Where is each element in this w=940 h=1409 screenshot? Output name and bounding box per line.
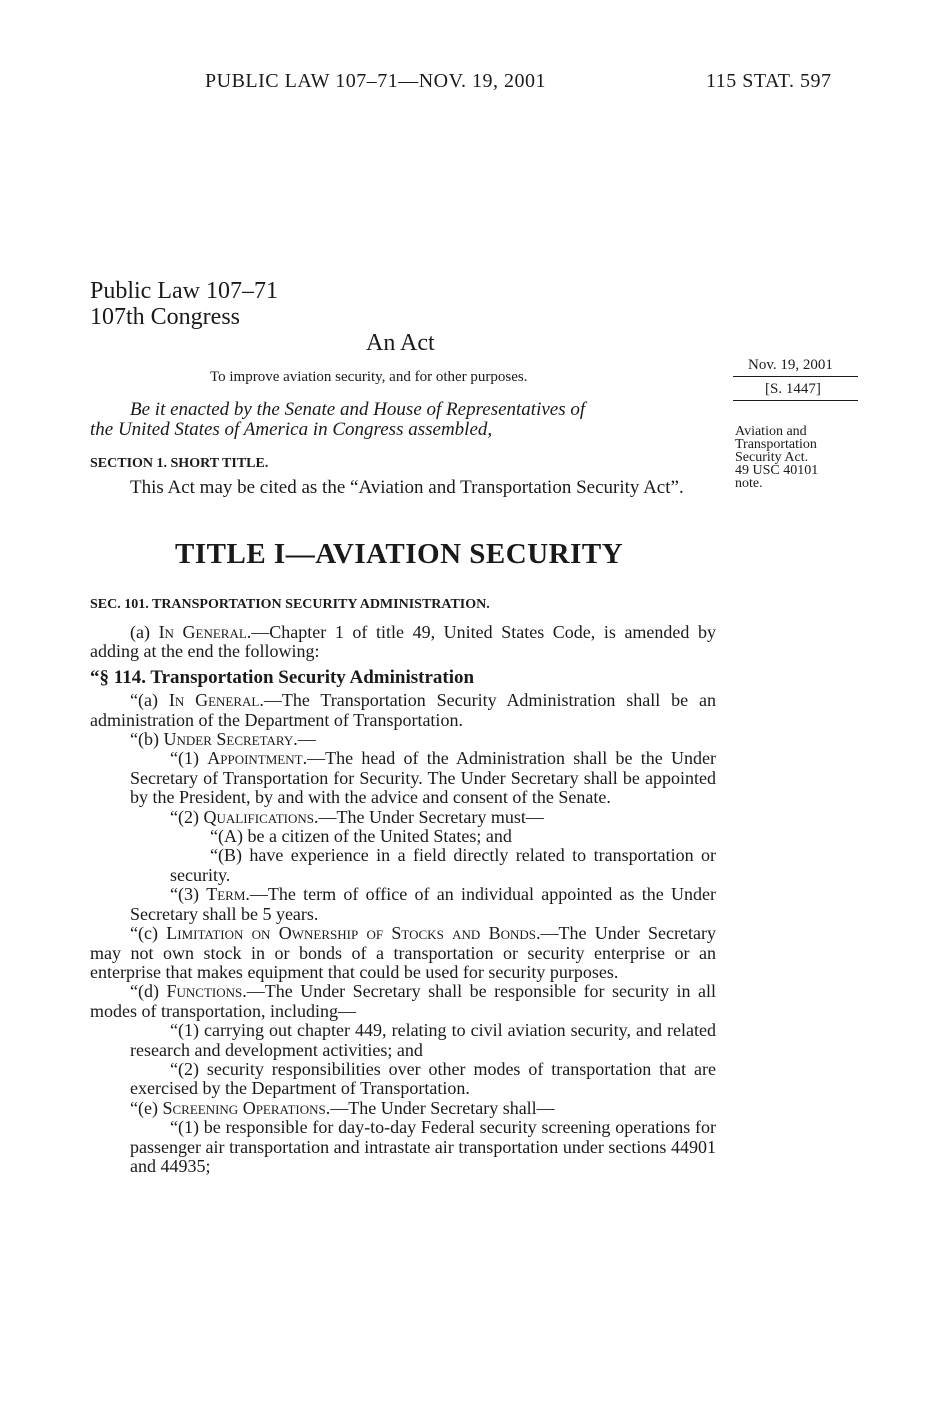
margin-note-line: Aviation and — [735, 424, 807, 439]
act-purpose: To improve aviation security, and for other purposes. — [210, 369, 528, 385]
page-number: 115 STAT. 597 — [706, 70, 832, 92]
margin-bill-number: [S. 1447] — [765, 381, 821, 397]
section-1-heading: SECTION 1. SHORT TITLE. — [90, 456, 269, 471]
sect-114-e: “(e) Screening Operations.—The Under Secretary shall— — [130, 1097, 555, 1118]
enacting-clause — [90, 399, 720, 440]
sec-101-heading: SEC. 101. TRANSPORTATION SECURITY ADMINISTRATION. — [90, 597, 490, 612]
sect-114-c: “(c) Limitation on Ownership of Stocks and Bonds.—The Under Secretary may not own stock in or bonds of a transportation or security enterprise or an enterprise that makes equipment that could be used for security purposes. — [90, 923, 716, 982]
sect-114-b-3: “(3) Term.—The term of office of an individual appointed as the Under Secretary shall be 5 years. — [130, 884, 716, 924]
congress-label: 107th Congress — [90, 304, 240, 330]
enacting-clause-line-1: Be it enacted by the Senate and House of Representatives of — [130, 399, 586, 420]
public-law-number: Public Law 107–71 — [90, 278, 278, 304]
sect-114-d-1: “(1) carrying out chapter 449, relating to civil aviation security, and related research and development activities; and — [130, 1020, 716, 1060]
margin-note-short-title — [735, 425, 818, 490]
section-114-heading: “§ 114. Transportation Security Administration — [90, 666, 475, 688]
margin-note-line: Transportation — [735, 437, 817, 452]
enacting-clause-line-2: the United States of America in Congress assembled, — [90, 419, 493, 440]
title-heading: TITLE I—AVIATION SECURITY — [175, 538, 624, 570]
sect-114-b-2-B: “(B) have experience in a field directly related to transportation or security. — [170, 845, 716, 885]
statute-body — [90, 623, 716, 1176]
sect-114-b: “(b) Under Secretary.— — [130, 729, 316, 750]
margin-date: Nov. 19, 2001 — [748, 357, 833, 373]
section-1-text: This Act may be cited as the “Aviation and Transportation Security Act”. — [130, 477, 684, 498]
sect-114-b-1: “(1) Appointment.—The head of the Administration shall be the Under Secretary of Transportation for Security. The Under Secretary shall be appointed by the President, by and with the advice and consent of the Senate. — [130, 748, 716, 808]
sect-114-a: “(a) In General.—The Transportation Security Administration shall be an administration of the Department of Transportation. — [90, 690, 716, 730]
sect-114-b-2: “(2) Qualifications.—The Under Secretary must— — [170, 806, 544, 827]
margin-note-line: Security Act. — [735, 450, 809, 465]
margin-note-line: note. — [735, 476, 763, 491]
margin-rule-bottom — [733, 400, 858, 401]
sect-114-d: “(d) Functions.—The Under Secretary shall be responsible for security in all modes of transportation, including— — [90, 981, 717, 1021]
sect-114-b-2-A: “(A) be a citizen of the United States; and — [210, 826, 512, 847]
sect-114-e-1: “(1) be responsible for day-to-day Federal security screening operations for passenger air transportation and intrastate air transportation under sections 44901 and 44935; — [130, 1117, 716, 1176]
margin-note-line: 49 USC 40101 — [735, 463, 819, 478]
sec-101-a: (a) In General.—Chapter 1 of title 49, United States Code, is amended by adding at the end the following: — [90, 622, 716, 662]
margin-rule-top — [733, 376, 858, 377]
sect-114-d-2: “(2) security responsibilities over other modes of transportation that are exercised by the Department of Transportation. — [130, 1058, 716, 1099]
running-header-left: PUBLIC LAW 107–71—NOV. 19, 2001 — [205, 70, 546, 92]
an-act-heading: An Act — [366, 330, 435, 356]
